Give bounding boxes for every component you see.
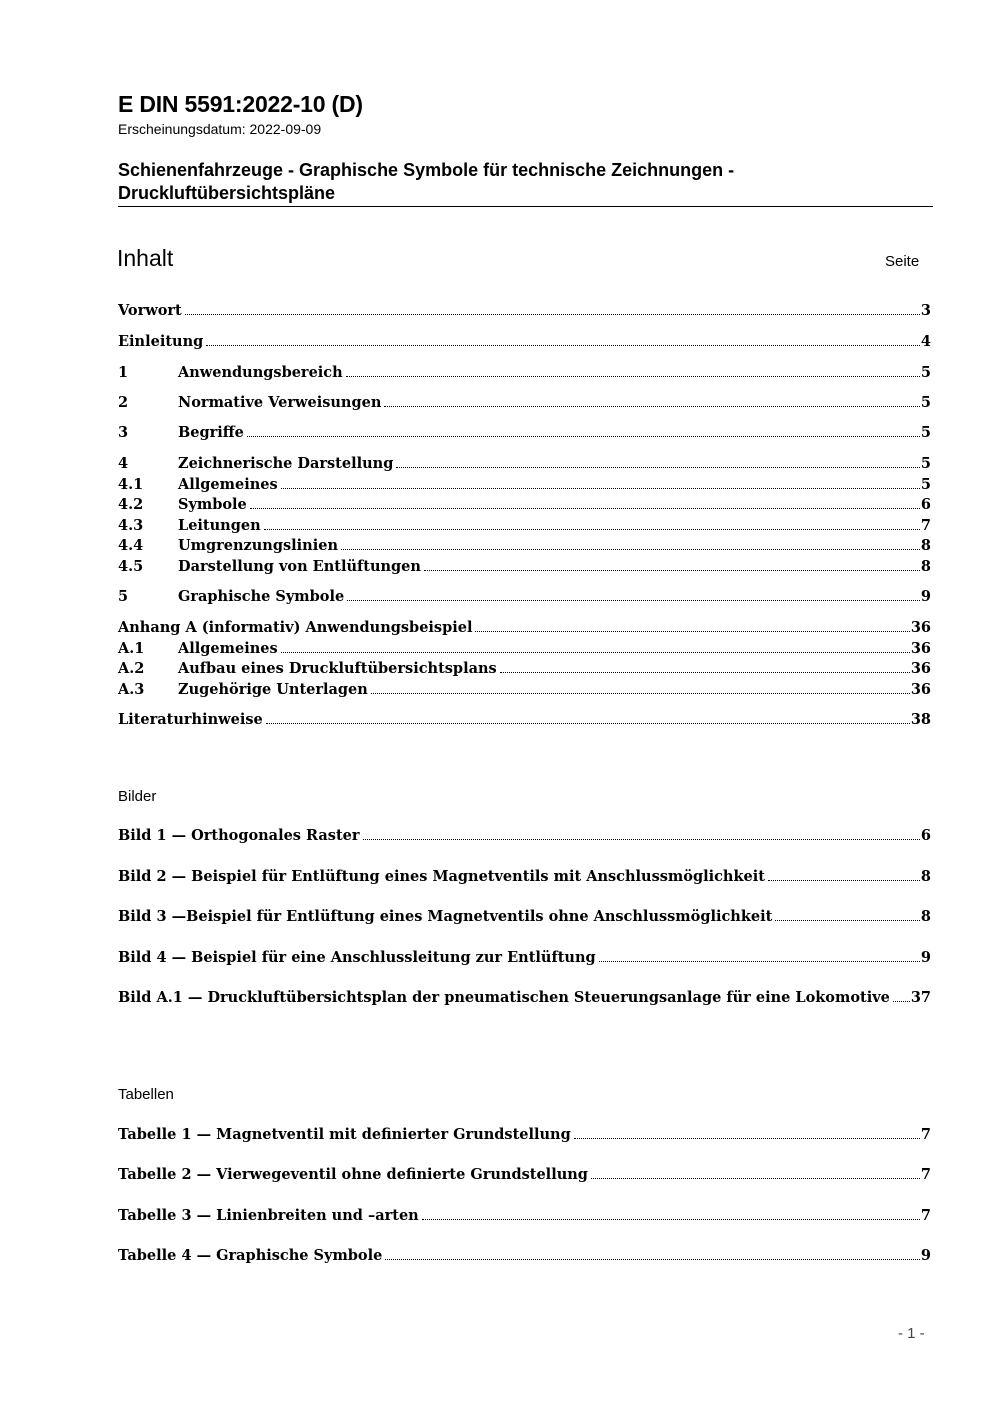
toc-entry-label: Literaturhinweise [118,711,263,728]
dot-leader [281,652,910,653]
document-title [118,159,933,207]
toc-entry[interactable] [118,619,931,636]
dot-leader [422,1219,920,1220]
toc-entry[interactable] [118,496,931,513]
toc-entry[interactable] [118,1207,931,1224]
toc-entry-page: 4 [920,333,931,350]
toc-entry-number: 4.3 [118,517,144,534]
toc-entry[interactable] [118,537,931,554]
toc-entry-label: Einleitung [118,333,204,350]
toc-entry-label: Anwendungsbereich [178,364,343,381]
toc-entry-label: Vorwort [118,302,182,319]
dot-leader [768,880,920,881]
toc-entry[interactable] [118,364,931,381]
toc-entry-number: 2 [118,394,129,411]
toc-entry-label: Tabelle 1 — Magnetventil mit definierter Grundstellung [118,1126,571,1143]
toc-entry[interactable] [118,868,931,885]
toc-entry[interactable] [118,517,931,534]
toc-entry-label: Bild 2 — Beispiel für Entlüftung eines Magnetventils mit Anschlussmöglichkeit [118,868,765,885]
toc-entry-label: Anhang A (informativ) Anwendungsbeispiel [118,619,473,636]
toc-entry-page: 5 [920,424,931,441]
toc-entry-label: Symbole [178,496,247,513]
toc-entry-page: 36 [910,660,931,677]
toc-entry-page: 36 [910,619,931,636]
dot-leader [185,314,920,315]
dot-leader [347,600,920,601]
toc-entry-label: Graphische Symbole [178,588,345,605]
document-title-line-1: Schienenfahrzeuge - Graphische Symbole für technische Zeichnungen - [118,160,735,180]
toc-entry-label: Zeichnerische Darstellung [178,455,394,472]
dot-leader [385,1259,920,1260]
toc-entry-page: 7 [920,517,931,534]
toc-entry[interactable] [118,455,931,472]
toc-entry[interactable] [118,989,931,1006]
toc-entry-page: 3 [920,302,931,319]
page-number: - 1 - [898,1325,925,1342]
dot-leader [599,961,920,962]
toc-entry-label: Aufbau eines Druckluftübersichtsplans [178,660,497,677]
toc-entry-label: Darstellung von Entlüftungen [178,558,421,575]
toc-entry[interactable] [118,302,931,319]
dot-leader [475,631,909,632]
toc-entry[interactable] [118,424,931,441]
toc-entry[interactable] [118,908,931,925]
toc-entry-page: 5 [920,455,931,472]
toc-heading: Inhalt [117,245,174,271]
toc-entry-page: 6 [920,496,931,513]
toc-entry-label: Bild 1 — Orthogonales Raster [118,827,360,844]
toc-entry-label: Allgemeines [178,640,278,657]
toc-entry-label: Normative Verweisungen [178,394,382,411]
dot-leader [591,1178,920,1179]
toc-entry-label: Zugehörige Unterlagen [178,681,368,698]
dot-leader [281,488,920,489]
toc-entry-page: 7 [920,1166,931,1183]
toc-entry-page: 8 [920,558,931,575]
document-title-line-2: Druckluftübersichtspläne [118,183,336,203]
toc-entry[interactable] [118,333,931,350]
toc-entry-page: 8 [920,868,931,885]
toc-entry-label: Leitungen [178,517,261,534]
toc-entry-label: Umgrenzungslinien [178,537,338,554]
dot-leader [371,693,910,694]
dot-leader [346,376,920,377]
toc-entry-page: 8 [920,908,931,925]
toc-entry-label: Bild A.1 — Druckluftübersichtsplan der pneumatischen Steuerungsanlage für eine Lokomotive [118,989,890,1006]
toc-entry-number: 4.1 [118,476,144,493]
dot-leader [424,570,920,571]
toc-entry-number: 4 [118,455,129,472]
dot-leader [247,436,920,437]
figures-heading: Bilder [118,788,157,805]
dot-leader [384,406,920,407]
toc-entry-page: 9 [920,588,931,605]
toc-entry-number: A.1 [118,640,145,657]
dot-leader [574,1138,920,1139]
toc-entry-page: 37 [910,989,931,1006]
dot-leader [893,1001,910,1002]
toc-entry-page: 5 [920,394,931,411]
toc-entry-page: 9 [920,1247,931,1264]
dot-leader [341,549,920,550]
toc-entry-number: A.3 [118,681,145,698]
toc-entry-page: 8 [920,537,931,554]
dot-leader [396,467,920,468]
toc-entry[interactable] [118,640,931,657]
toc-entry-page: 36 [910,640,931,657]
dot-leader [363,839,920,840]
toc-entry-label: Tabelle 2 — Vierwegeventil ohne definierte Grundstellung [118,1166,588,1183]
toc-entry-number: 1 [118,364,129,381]
dot-leader [266,723,910,724]
toc-entry-page: 6 [920,827,931,844]
toc-entry-number: 3 [118,424,129,441]
dot-leader [500,672,910,673]
toc-entry-label: Tabelle 4 — Graphische Symbole [118,1247,383,1264]
toc-entry[interactable] [118,476,931,493]
toc-entry[interactable] [118,1247,931,1264]
toc-entry-page: 9 [920,949,931,966]
toc-entry-page: 5 [920,364,931,381]
toc-entry[interactable] [118,681,931,698]
tables-heading: Tabellen [118,1086,174,1103]
toc-entry[interactable] [118,588,931,605]
toc-entry-number: A.2 [118,660,145,677]
toc-entry-page: 36 [910,681,931,698]
toc-entry-page: 7 [920,1126,931,1143]
dot-leader [206,345,920,346]
toc-entry-label: Allgemeines [178,476,278,493]
toc-entry-page: 38 [910,711,931,728]
toc-entry-number: 4.5 [118,558,144,575]
toc-entry[interactable] [118,1126,931,1143]
toc-entry[interactable] [118,394,931,411]
toc-entry[interactable] [118,660,931,677]
toc-entry[interactable] [118,558,931,575]
toc-entry-number: 5 [118,588,129,605]
toc-entry-label: Begriffe [178,424,244,441]
dot-leader [264,529,920,530]
toc-entry-number: 4.2 [118,496,144,513]
toc-entry[interactable] [118,1166,931,1183]
toc-entry-number: 4.4 [118,537,144,554]
toc-entry-page: 5 [920,476,931,493]
publication-date: Erscheinungsdatum: 2022-09-09 [118,121,322,137]
toc-entry[interactable] [118,827,931,844]
toc-entry-page: 7 [920,1207,931,1224]
toc-entry[interactable] [118,949,931,966]
toc-entry-label: Bild 4 — Beispiel für eine Anschlussleitung zur Entlüftung [118,949,596,966]
toc-entry[interactable] [118,711,931,728]
toc-entry-label: Tabelle 3 — Linienbreiten und –arten [118,1207,419,1224]
toc-page-column-label: Seite [885,253,920,270]
document-id: E DIN 5591:2022-10 (D) [118,91,363,117]
toc-entry-label: Bild 3 —Beispiel für Entlüftung eines Magnetventils ohne Anschlussmöglichkeit [118,908,773,925]
dot-leader [250,508,920,509]
dot-leader [775,920,920,921]
